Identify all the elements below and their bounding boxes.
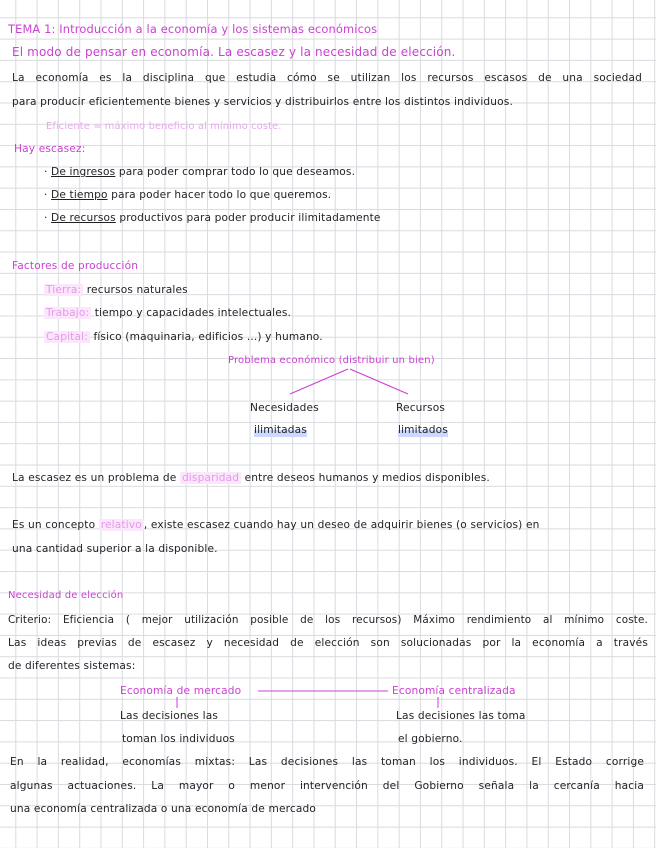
- arrow-left-line: [290, 369, 348, 394]
- final-line-3: una economía centralizada o una economía de mercado: [10, 803, 317, 815]
- market-economy-line-1: Las decisiones las: [120, 710, 219, 722]
- scarcity-item: · De tiempo para poder hacer todo lo que queremos.: [44, 189, 332, 201]
- centralized-economy-title: Economía centralizada: [392, 685, 516, 697]
- para1-highlight: disparidad: [181, 472, 240, 484]
- factor-name: Trabajo:: [46, 307, 90, 319]
- centralized-economy-line-1: Las decisiones las toma: [396, 710, 526, 722]
- relative-paragraph-line-2: una cantidad superior a la disponible.: [12, 543, 218, 555]
- scarcity-item-rest: para poder hacer todo lo que queremos.: [107, 189, 332, 201]
- market-economy-title: Economía de mercado: [120, 685, 242, 697]
- factors-heading: Factores de producción: [12, 260, 139, 272]
- efficiency-definition: Eficiente = máximo beneficio al mínimo coste.: [46, 121, 282, 132]
- scarcity-item-lead: De recursos: [51, 212, 116, 224]
- scarcity-item: · De ingresos para poder comprar todo lo que deseamos.: [44, 166, 356, 178]
- page-subtitle: El modo de pensar en economía. La escasez y la necesidad de elección.: [12, 45, 456, 59]
- intro-line-1: La economía es la disciplina que estudia cómo se utilizan los recursos escasos de una sociedad: [12, 72, 642, 84]
- para2-highlight: relativo: [100, 519, 142, 531]
- arrow-right-line: [350, 369, 408, 394]
- intro-line-2: para producir eficientemente bienes y servicios y distribuirlos entre los distintos individuos.: [12, 96, 513, 108]
- para1-before: La escasez es un problema de: [12, 472, 180, 484]
- scarcity-heading: Hay escasez:: [14, 143, 86, 155]
- factor-desc: recursos naturales: [86, 284, 188, 296]
- necesidad-heading: Necesidad de elección: [8, 590, 124, 601]
- diagram-left-line-2: ilimitadas: [254, 424, 307, 436]
- scarcity-item-rest: para poder comprar todo lo que deseamos.: [115, 166, 356, 178]
- factor-name: Capital:: [46, 331, 88, 343]
- diagram-right-line-1: Recursos: [396, 402, 446, 414]
- factor-name: Tierra:: [46, 284, 82, 296]
- scarcity-item-lead: De tiempo: [51, 189, 108, 201]
- criterio-line: Criterio: Eficiencia ( mejor utilización posible de los recursos) Máximo rendimiento al mínimo coste.: [8, 614, 648, 626]
- factor-desc: físico (maquinaria, edificios ...) y humano.: [93, 331, 323, 343]
- centralized-economy-line-2: el gobierno.: [398, 733, 463, 745]
- scarcity-item-rest: productivos para poder producir ilimitadamente: [115, 212, 381, 224]
- scarcity-item-lead: De ingresos: [51, 166, 116, 178]
- diagram-top-label: Problema económico (distribuir un bien): [228, 355, 435, 366]
- diagram-right-line-2: limitados: [398, 424, 448, 436]
- para2-after: , existe escasez cuando hay un deseo de adquirir bienes (o servicios) en: [143, 519, 540, 531]
- page-title: TEMA 1: Introducción a la economía y los sistemas económicos: [8, 22, 378, 36]
- necesidad-line-2: Las ideas previas de escasez y necesidad de elección son solucionadas por la economía a través: [8, 637, 648, 649]
- relative-paragraph-line-1: [12, 519, 540, 532]
- scarcity-paragraph: [12, 472, 490, 485]
- para2-before: Es un concepto: [12, 519, 99, 531]
- necesidad-line-3: de diferentes sistemas:: [8, 660, 136, 672]
- market-economy-line-2: toman los individuos: [122, 733, 235, 745]
- para1-after: entre deseos humanos y medios disponibles.: [241, 472, 490, 484]
- final-line-2: algunas actuaciones. La mayor o menor intervención del Gobierno señala la cercanía hacia: [10, 780, 644, 792]
- scarcity-item: · De recursos productivos para poder producir ilimitadamente: [44, 212, 381, 224]
- final-line-1: En la realidad, economías mixtas: Las decisiones las toman los individuos. El Estado corrige: [10, 756, 644, 768]
- factor-desc: tiempo y capacidades intelectuales.: [94, 307, 292, 319]
- diagram-left-line-1: Necesidades: [250, 402, 319, 414]
